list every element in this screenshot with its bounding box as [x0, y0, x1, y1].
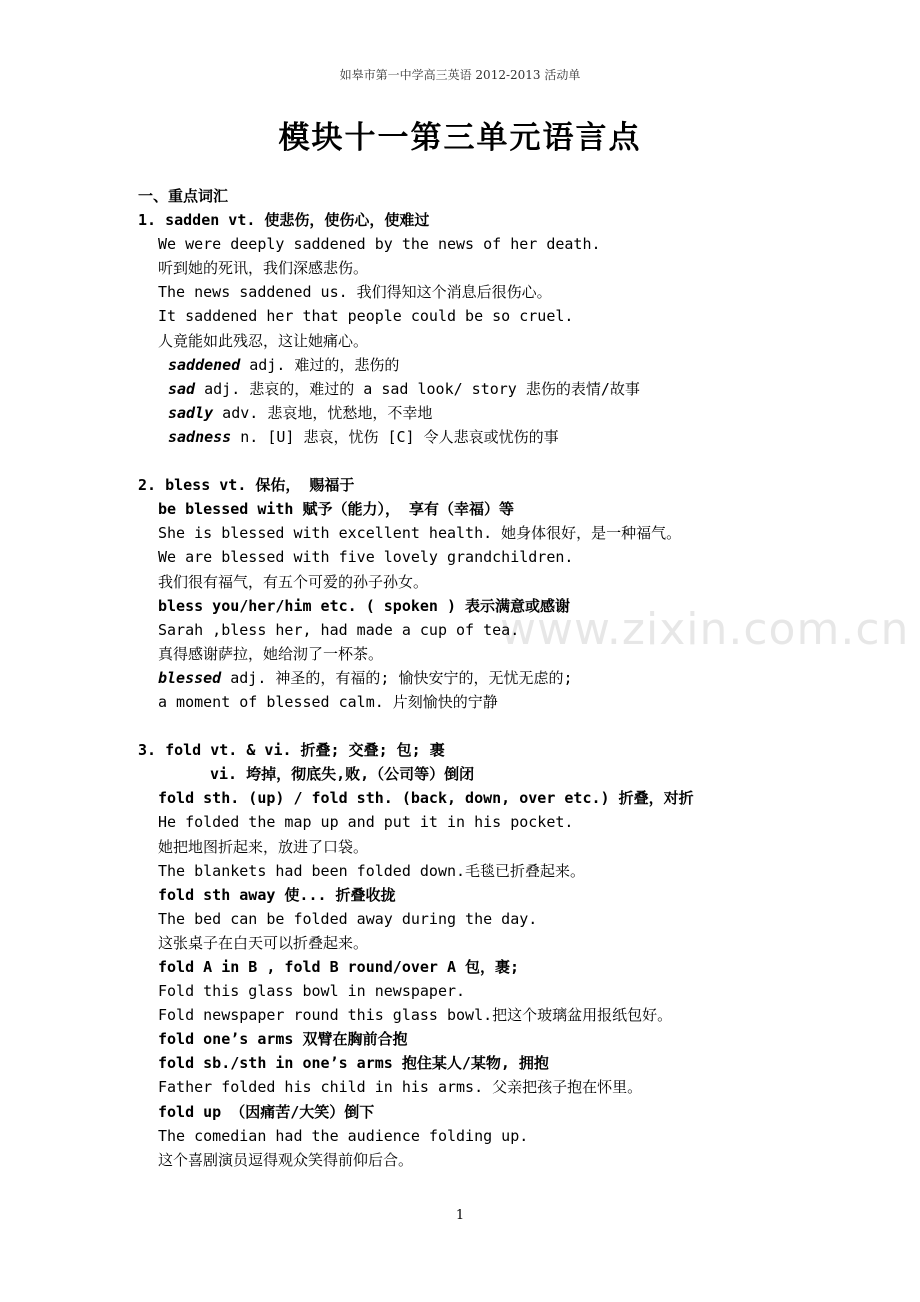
derivative-line	[138, 666, 898, 690]
derivative-definition: adj. 悲哀的，难过的 a sad look/ story 悲伤的表情/故事	[195, 379, 640, 398]
document-body	[138, 184, 898, 1172]
derivative-line	[138, 353, 898, 377]
derivative-word: sadness	[168, 427, 232, 446]
phrase-heading: fold up （因痛苦/大笑）倒下	[158, 1102, 375, 1121]
example-line: The news saddened us. 我们得知这个消息后很伤心。	[158, 283, 552, 302]
example-line: She is blessed with excellent health. 她身体很好，是一种福气。	[158, 524, 682, 543]
example-line: a moment of blessed calm. 片刻愉快的宁静	[158, 692, 498, 711]
entry-heading-fold: 3. fold vt. & vi. 折叠; 交叠; 包; 裹	[138, 741, 445, 760]
example-line: It saddened her that people could be so cruel.	[158, 307, 574, 326]
example-line: Father folded his child in his arms. 父亲把孩子抱在怀里。	[158, 1078, 643, 1097]
phrase-heading: fold sb./sth in one’s arms 抱住某人/某物, 拥抱	[158, 1054, 549, 1073]
page-number: 1	[455, 1208, 465, 1223]
section-heading: 一、重点词汇	[138, 187, 229, 205]
derivative-line	[138, 425, 898, 449]
derivative-line	[138, 377, 898, 401]
phrase-heading: be blessed with 赋予（能力）， 享有（幸福）等	[158, 500, 515, 519]
derivative-definition: adv. 悲哀地，忧愁地，不幸地	[213, 403, 433, 422]
example-line: We were deeply saddened by the news of her death.	[158, 235, 601, 254]
derivative-word: sad	[168, 379, 196, 398]
watermark: www.zixin.com.cn	[500, 604, 910, 655]
phrase-heading: fold sth. (up) / fold sth. (back, down, over etc.) 折叠，对折	[158, 789, 694, 808]
example-translation: 这张桌子在白天可以折叠起来。	[158, 933, 369, 952]
phrase-heading: fold sth away 使... 折叠收拢	[158, 885, 396, 904]
example-translation: 这个喜剧演员逗得观众笑得前仰后合。	[158, 1150, 414, 1169]
example-translation: 听到她的死讯，我们深感悲伤。	[158, 259, 369, 278]
entry-heading-bless: 2. bless vt. 保佑， 赐福于	[138, 476, 355, 495]
example-translation: 她把地图折起来，放进了口袋。	[158, 837, 369, 856]
example-line: Sarah ,bless her, had made a cup of tea.	[158, 620, 520, 639]
derivative-definition: adj. 神圣的，有福的; 愉快安宁的，无忧无虑的;	[221, 668, 573, 687]
derivative-definition: adj. 难过的，悲伤的	[240, 355, 400, 374]
phrase-heading: fold A in B , fold B round/over A 包，裹;	[158, 958, 520, 976]
example-line: Fold newspaper round this glass bowl.把这个玻璃盆用报纸包好。	[158, 1006, 673, 1025]
example-line: He folded the map up and put it in his pocket.	[158, 813, 574, 832]
phrase-heading: bless you/her/him etc. ( spoken ) 表示满意或感谢	[158, 596, 571, 615]
derivative-word: sadly	[168, 403, 214, 422]
phrase-heading: fold one’s arms 双臂在胸前合抱	[158, 1030, 408, 1049]
derivative-line	[138, 401, 898, 425]
entry-subheading: vi. 垮掉，彻底失,败,（公司等）倒闭	[210, 765, 475, 784]
example-translation: 人竟能如此残忍，这让她痛心。	[158, 331, 369, 350]
example-translation: 我们很有福气，有五个可爱的孙子孙女。	[158, 572, 429, 591]
example-line: The comedian had the audience folding up.	[158, 1126, 529, 1145]
example-translation: 真得感谢萨拉，她给沏了一杯茶。	[158, 644, 384, 663]
entry-heading-sadden: 1. sadden vt. 使悲伤，使伤心，使难过	[138, 211, 430, 230]
example-line: The bed can be folded away during the day.	[158, 909, 538, 928]
example-line: We are blessed with five lovely grandchildren.	[158, 548, 574, 567]
derivative-word: saddened	[168, 355, 241, 374]
derivative-word: blessed	[158, 668, 222, 687]
page-title: 模块十一第三单元语言点	[278, 120, 642, 156]
page-header: 如皋市第一中学高三英语 2012-2013 活动单	[339, 68, 581, 82]
example-line: The blankets had been folded down.毛毯已折叠起来。	[158, 861, 586, 880]
example-line: Fold this glass bowl in newspaper.	[158, 982, 466, 1001]
derivative-definition: n. [U] 悲哀，忧伤 [C] 令人悲哀或忧伤的事	[231, 427, 559, 446]
